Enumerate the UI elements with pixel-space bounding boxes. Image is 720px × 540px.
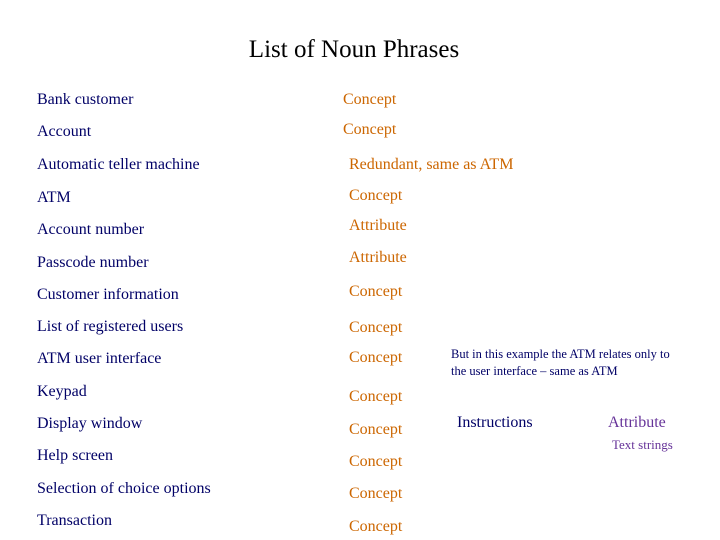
atm-ui-note-line1: But in this example the ATM relates only to (451, 347, 670, 361)
page-title: List of Noun Phrases (248, 36, 460, 63)
row-term-account: Account (37, 123, 92, 140)
row-term-display-window: Display window (37, 415, 143, 432)
row-term-transaction: Transaction (37, 512, 112, 529)
instructions-term: Instructions (457, 414, 533, 431)
instructions-classification: Attribute (608, 414, 666, 431)
row-class-customer-information: Concept (349, 283, 403, 300)
row-class-automatic-teller-machine: Redundant, same as ATM (349, 156, 514, 173)
atm-ui-note (451, 346, 713, 380)
row-class-help-screen: Concept (349, 453, 403, 470)
row-term-bank-customer: Bank customer (37, 91, 134, 108)
row-class-list-of-registered-users: Concept (349, 319, 403, 336)
row-term-list-of-registered-users: List of registered users (37, 318, 184, 335)
row-class-atm: Concept (349, 187, 403, 204)
row-class-account: Concept (343, 121, 397, 138)
atm-ui-note-line2: the user interface – same as ATM (451, 364, 618, 378)
row-term-help-screen: Help screen (37, 447, 113, 464)
row-term-keypad: Keypad (37, 383, 87, 400)
row-class-bank-customer: Concept (343, 91, 397, 108)
row-term-customer-information: Customer information (37, 286, 179, 303)
row-class-passcode-number: Attribute (349, 249, 407, 266)
row-class-account-number: Attribute (349, 217, 407, 234)
row-class-display-window: Concept (349, 421, 403, 438)
row-class-atm-user-interface: Concept (349, 349, 403, 366)
row-term-selection-of-choice-options: Selection of choice options (37, 480, 211, 497)
row-term-passcode-number: Passcode number (37, 254, 149, 271)
row-class-selection-of-choice-options: Concept (349, 485, 403, 502)
row-class-transaction: Concept (349, 518, 403, 535)
instructions-detail: Text strings (612, 437, 673, 452)
row-class-keypad: Concept (349, 388, 403, 405)
row-term-automatic-teller-machine: Automatic teller machine (37, 156, 200, 173)
row-term-atm: ATM (37, 189, 71, 206)
row-term-atm-user-interface: ATM user interface (37, 350, 162, 367)
row-term-account-number: Account number (37, 221, 145, 238)
